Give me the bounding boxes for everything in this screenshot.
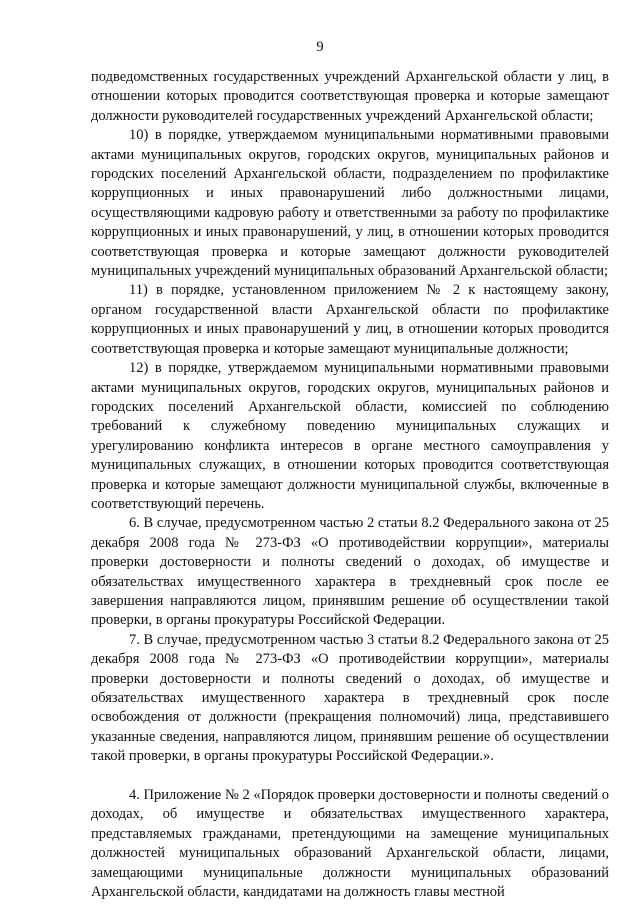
section-6-paragraph: 6. В случае, предусмотренном частью 2 статьи 8.2 Федерального закона от 25 декабря 2008 года № 273-ФЗ «О противодействии коррупции», материалы проверки достоверности и полноты сведений о доходах, об имуществе и обязательствах имущественного характера в трехдневный срок после ее завершения направляются лицом, принявшим решение об осуществлении такой проверки, в органы прокуратуры Российской Федерации. <box>91 515 609 629</box>
list-item-11: 11) в порядке, установленном приложением № 2 к настоящему закону, органом государственной власти Архангельской области по профилактике коррупционных и иных правонарушений у лиц, в отношении которых проводится соответствующая проверка и которые замещают муниципальные должности; <box>91 282 609 357</box>
list-item-12: 12) в порядке, утверждаемом муниципальными нормативными правовыми актами муниципальных округов, городских округов, муниципальных районов и городских поселений Архангельской области, комиссией по соблюдению требований к служебному поведению муниципальных служащих и урегулированию конфликта интересов в органе местного самоуправления у муниципальных служащих, в отношении которых проводится соответствующая проверка и которые замещают должности муниципальной службы, включенные в соответствующий перечень. <box>91 360 609 512</box>
item-4-paragraph: 4. Приложение № 2 «Порядок проверки достоверности и полноты сведений о доходах, об имуществе и обязательствах имущественного характера, представляемых гражданами, претендующими на замещение муниципальных должностей муниципальных образований Архангельской области, лицами, замещающими муниципальные должности муниципальных образований Архангельской области, кандидатами на должность главы местной <box>91 787 609 901</box>
document-body <box>91 68 609 902</box>
page-number: 9 <box>316 39 324 55</box>
section-7-paragraph: 7. В случае, предусмотренном частью 3 статьи 8.2 Федерального закона от 25 декабря 2008 года № 273-ФЗ «О противодействии коррупции», материалы проверки достоверности и полноты сведений о доходах, об имуществе и обязательствах имущественного характера в трехдневный срок после освобождения от должности (прекращения полномочий) лица, представившего указанные сведения, направляются лицом, принявшим решение об осуществлении такой проверки, в органы прокуратуры Российской Федерации.». <box>91 631 609 765</box>
paragraph-continuation: подведомственных государственных учреждений Архангельской области у лиц, в отношении которых проводится соответствующая проверка и которые замещают должности руководителей государственных учреждений Архангельской области; <box>91 69 609 124</box>
list-item-10: 10) в порядке, утверждаемом муниципальными нормативными правовыми актами муниципальных округов, городских округов, муниципальных районов и городских поселений Архангельской области, подразделением по профилактике коррупционных и иных правонарушений либо должностными лицами, осуществляющими кадровую работу и ответственными за работу по профилактике коррупционных и иных правонарушений, у лиц, в отношении которых проводится соответствующая проверка и которые замещают должности руководителей муниципальных учреждений муниципальных образований Архангельской области; <box>91 127 609 280</box>
